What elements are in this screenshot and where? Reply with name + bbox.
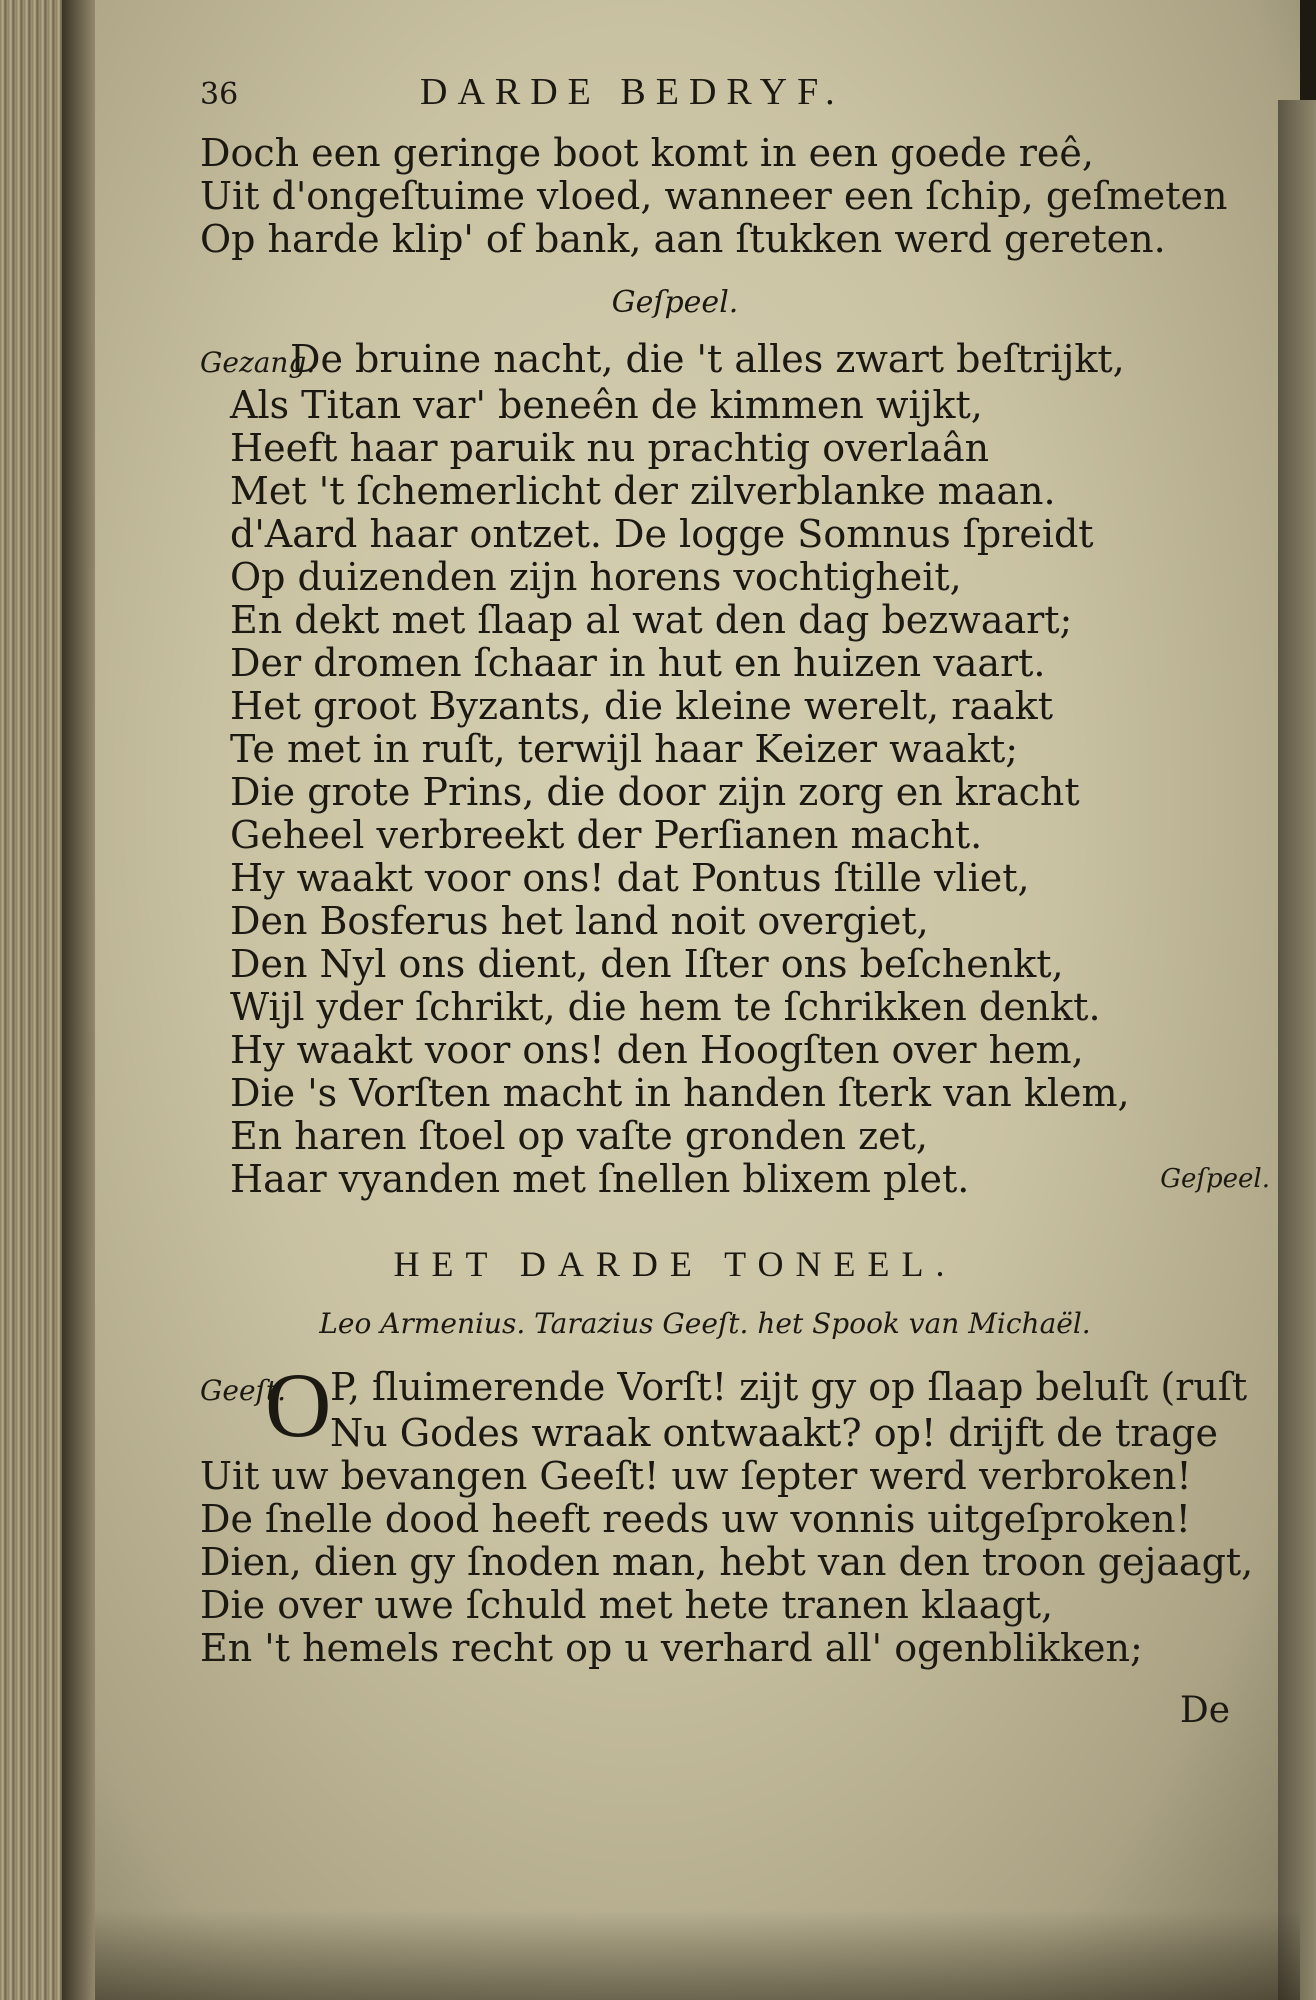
geest-first-line bbox=[200, 1366, 1250, 1412]
verse-line: d'Aard haar ontzet. De logge Somnus ſpreidt bbox=[230, 512, 1094, 556]
verse-line: Wijl yder ſchrikt, die hem te ſchrikken denkt. bbox=[230, 985, 1101, 1029]
verse-line: En 't hemels recht op u verhard all' ogenblikken; bbox=[200, 1626, 1143, 1670]
verse-line: Op duizenden zijn horens vochtigheit, bbox=[230, 555, 962, 599]
page-shadow bbox=[95, 1910, 1300, 2000]
scene-title: HET DARDE TONEEL. bbox=[393, 1244, 957, 1284]
verse-line: Met 't ſchemerlicht der zilverblanke maan. bbox=[230, 469, 1056, 513]
page-number: 36 bbox=[200, 77, 239, 112]
verse-line: Nu Godes wraak ontwaakt? op! drijft de trage bbox=[330, 1411, 1218, 1455]
page-text bbox=[200, 70, 1270, 1731]
song-first-line bbox=[200, 338, 1250, 384]
opening-verse bbox=[200, 132, 1250, 261]
verse-line: Hy waakt voor ons! dat Pontus ſtille vliet, bbox=[230, 856, 1030, 900]
verse-line: Op harde klip' of bank, aan ſtukken werd gereten. bbox=[200, 217, 1166, 261]
verse-line: P, ſluimerende Vorſt! zijt gy op ſlaap beluſt (ruſt bbox=[330, 1365, 1248, 1409]
speaker-label: Geeſt. bbox=[200, 1374, 287, 1407]
verse-line: Te met in ruſt, terwijl haar Keizer waakt; bbox=[230, 727, 1019, 771]
verse-line: Haar vyanden met ſnellen blixem plet. bbox=[230, 1157, 970, 1201]
verse-line: Dien, dien gy ſnoden man, hebt van den troon gejaagt, bbox=[200, 1540, 1254, 1584]
drop-cap: O bbox=[265, 1354, 332, 1456]
verse-line: Hy waakt voor ons! den Hoogſten over hem, bbox=[230, 1028, 1084, 1072]
verse-line: Den Nyl ons dient, den Iſter ons beſchenkt, bbox=[230, 942, 1064, 986]
verse-line: Die 's Vorſten macht in handen ſterk van klem, bbox=[230, 1071, 1130, 1115]
page-edges bbox=[0, 0, 70, 2000]
stage-direction-margin: Geſpeel. bbox=[1160, 1164, 1270, 1194]
verse-line: En haren ſtoel op vaſte gronden zet, bbox=[230, 1114, 928, 1158]
song bbox=[200, 337, 1270, 1201]
facing-page-edge bbox=[1278, 100, 1316, 2000]
verse-line: En dekt met ſlaap al wat den dag bezwaart; bbox=[230, 598, 1073, 642]
verse-line: Uit d'ongeſtuime vloed, wanneer een ſchip, geſmeten bbox=[200, 174, 1228, 218]
page-header bbox=[200, 70, 1250, 132]
speaker-label: Gezang. bbox=[200, 346, 316, 379]
verse-line: Het groot Byzants, die kleine werelt, raakt bbox=[230, 684, 1053, 728]
verse-line: Den Bosferus het land noit overgiet, bbox=[230, 899, 929, 943]
verse-line: De bruine nacht, die 't alles zwart beſtrijkt, bbox=[290, 337, 1125, 381]
verse-line: Doch een geringe boot komt in een goede reê, bbox=[200, 131, 1094, 175]
verse-line: Als Titan var' beneên de kimmen wijkt, bbox=[230, 383, 983, 427]
verse-line: De ſnelle dood heeft reeds uw vonnis uitgeſproken! bbox=[200, 1497, 1191, 1541]
verse-line: Heeft haar paruik nu prachtig overlaân bbox=[230, 426, 990, 470]
running-head: DARDE BEDRYF. bbox=[420, 71, 845, 113]
verse-line: Der dromen ſchaar in hut en huizen vaart. bbox=[230, 641, 1046, 685]
scene-characters: Leo Armenius. Tarazius Geeſt. het Spook van Michaël. bbox=[319, 1307, 1091, 1340]
verse-line-last bbox=[200, 1157, 1270, 1201]
geest-speech bbox=[200, 1354, 1254, 1670]
stage-direction: Geſpeel. bbox=[611, 285, 739, 320]
verse-line: Die over uwe ſchuld met hete tranen klaagt, bbox=[200, 1583, 1054, 1627]
verse-line: Die grote Prins, die door zijn zorg en kracht bbox=[230, 770, 1080, 814]
catchword: De bbox=[1179, 1690, 1230, 1731]
verse-line: Geheel verbreekt der Perſianen macht. bbox=[230, 813, 983, 857]
verse-line: Uit uw bevangen Geeſt! uw ſepter werd verbroken! bbox=[200, 1454, 1192, 1498]
